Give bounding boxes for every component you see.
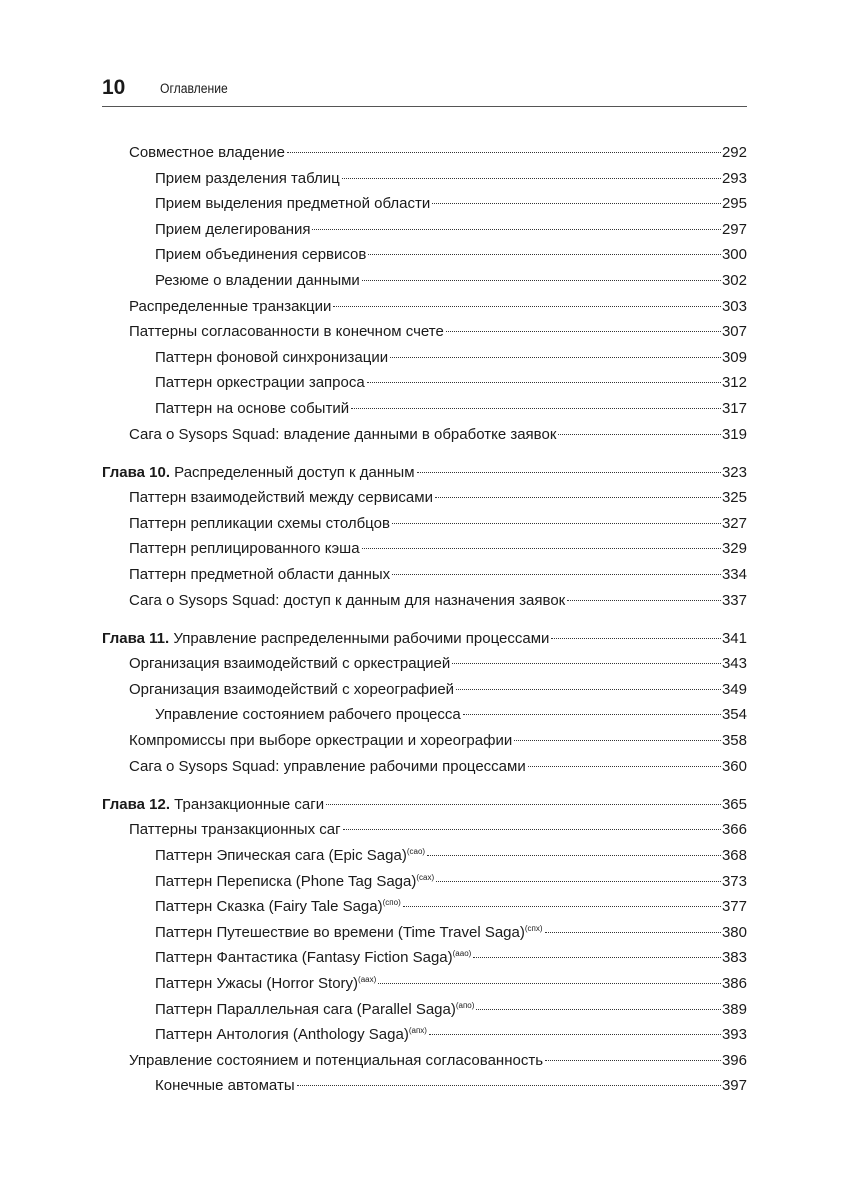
entry-text: Управление состоянием рабочего процесса	[155, 706, 461, 724]
toc-entry[interactable]	[102, 422, 747, 448]
toc-entry-title	[129, 562, 390, 588]
entry-text: Распределенные транзакции	[129, 297, 332, 315]
entry-text: Паттерн Путешествие во времени (Time Travel Saga)	[155, 923, 525, 941]
toc-page-number: 383	[721, 949, 747, 967]
toc-page-number: 303	[721, 297, 747, 315]
toc-page-number: 365	[721, 795, 747, 813]
toc-page-number: 358	[721, 732, 747, 750]
dot-leader	[514, 740, 721, 741]
entry-text: Прием разделения таблиц	[155, 169, 340, 187]
dot-leader	[427, 855, 721, 856]
toc-entry-title	[155, 894, 401, 920]
pattern-code-superscript: (аао)	[452, 949, 472, 959]
toc-entry-title	[129, 588, 565, 614]
entry-text: Управление распределенными рабочими процессами	[169, 629, 550, 647]
toc-entry[interactable]	[102, 588, 747, 614]
entry-text: Сага о Sysops Squad: управление рабочими процессами	[129, 757, 526, 775]
pattern-code-superscript: (аах)	[358, 974, 377, 984]
dot-leader	[287, 152, 721, 153]
pattern-code-superscript: (сах)	[416, 872, 435, 882]
dot-leader	[452, 663, 721, 664]
toc-entry[interactable]	[102, 754, 747, 780]
toc-entry-title	[129, 1048, 543, 1074]
dot-leader	[551, 638, 721, 639]
toc-page-number: 397	[721, 1077, 747, 1095]
toc-entry[interactable]	[102, 1073, 747, 1099]
toc-page-number: 360	[721, 757, 747, 775]
toc-entry-title	[129, 754, 526, 780]
entry-text: Паттерн взаимодействий между сервисами	[129, 489, 433, 507]
entry-text: Паттерн Фантастика (Fantasy Fiction Saga)	[155, 949, 453, 967]
toc-entry-title	[129, 319, 444, 345]
toc-entry-title	[155, 191, 430, 217]
dot-leader	[558, 434, 721, 435]
toc-page-number: 386	[721, 974, 747, 992]
dot-leader	[545, 932, 721, 933]
running-title: Оглавление	[160, 81, 228, 96]
dot-leader	[333, 306, 721, 307]
toc-entry-title	[155, 702, 461, 728]
toc-entry[interactable]	[102, 242, 747, 268]
toc-entry-title	[129, 728, 512, 754]
toc-entry-title	[155, 370, 365, 396]
toc-entry[interactable]	[102, 140, 747, 166]
toc-page-number: 327	[721, 514, 747, 532]
toc-entry-title	[155, 945, 471, 971]
toc-entry-title	[129, 140, 285, 166]
entry-text: Транзакционные саги	[170, 795, 325, 813]
dot-leader	[297, 1085, 721, 1086]
toc-entry[interactable]	[102, 217, 747, 243]
toc-entry-title	[129, 422, 556, 448]
dot-leader	[417, 472, 721, 473]
entry-text: Организация взаимодействий с оркестрацией	[129, 655, 451, 673]
dot-leader	[312, 229, 720, 230]
toc-entry[interactable]	[102, 166, 747, 192]
toc-entry-title	[155, 345, 388, 371]
toc-page-number: 354	[721, 706, 747, 724]
dot-leader	[476, 1009, 721, 1010]
toc-entry[interactable]	[102, 511, 747, 537]
toc-page-number: 297	[721, 220, 747, 238]
toc-entry-title	[129, 485, 433, 511]
toc-entry-title	[155, 396, 349, 422]
chapter-label: Глава 11.	[102, 629, 170, 647]
dot-leader	[567, 600, 721, 601]
entry-text: Паттерны согласованности в конечном счете	[129, 323, 444, 341]
dot-leader	[392, 574, 721, 575]
dot-leader	[463, 714, 721, 715]
toc-page-number: 377	[721, 898, 747, 916]
entry-text: Паттерн реплицированного кэша	[129, 540, 360, 558]
toc-entry-title	[102, 792, 324, 818]
table-of-contents	[102, 140, 747, 1111]
entry-text: Паттерн Параллельная сага (Parallel Saga)	[155, 1000, 456, 1018]
entry-text: Паттерн на основе событий	[155, 399, 350, 417]
toc-entry[interactable]	[102, 319, 747, 345]
entry-text: Паттерн оркестрации запроса	[155, 374, 365, 392]
toc-entry-title	[155, 1073, 295, 1099]
dot-leader	[429, 1034, 721, 1035]
toc-entry[interactable]	[102, 869, 747, 895]
pattern-code-superscript: (спх)	[524, 923, 543, 933]
toc-entry-title	[155, 920, 543, 946]
toc-entry[interactable]	[102, 677, 747, 703]
pattern-code-superscript: (спо)	[382, 898, 401, 908]
toc-page-number: 319	[721, 425, 747, 443]
dot-leader	[545, 1060, 721, 1061]
toc-page-number: 393	[721, 1026, 747, 1044]
entry-text: Совместное владение	[129, 144, 285, 161]
page-number: 10	[102, 76, 126, 99]
toc-entry[interactable]	[102, 920, 747, 946]
dot-leader	[403, 906, 721, 907]
toc-page-number: 396	[721, 1051, 747, 1069]
toc-entry[interactable]	[102, 1048, 747, 1074]
dot-leader	[528, 766, 721, 767]
toc-section	[102, 626, 747, 780]
entry-text: Паттерн Сказка (Fairy Tale Saga)	[155, 898, 383, 916]
dot-leader	[446, 331, 721, 332]
toc-section	[102, 140, 747, 447]
toc-entry-title	[155, 166, 340, 192]
toc-page-number: 334	[721, 566, 747, 583]
chapter-label: Глава 10.	[102, 463, 171, 481]
toc-entry[interactable]	[102, 485, 747, 511]
toc-chapter-entry[interactable]	[102, 626, 747, 652]
dot-leader	[342, 178, 721, 179]
dot-leader	[378, 983, 721, 984]
toc-page-number: 341	[721, 629, 747, 647]
dot-leader	[435, 497, 721, 498]
dot-leader	[343, 829, 721, 830]
toc-page-number: 343	[721, 655, 747, 673]
toc-entry[interactable]	[102, 268, 747, 294]
toc-entry-title	[155, 869, 434, 895]
toc-entry[interactable]	[102, 536, 747, 562]
toc-entry-title	[129, 677, 454, 703]
toc-entry[interactable]	[102, 1022, 747, 1048]
toc-entry-title	[102, 626, 549, 652]
entry-text: Управление состоянием и потенциальная согласованность	[129, 1051, 544, 1069]
toc-entry[interactable]	[102, 843, 747, 869]
dot-leader	[326, 804, 721, 805]
toc-entry[interactable]	[102, 997, 747, 1023]
toc-entry[interactable]	[102, 396, 747, 422]
toc-entry-title	[102, 460, 415, 486]
dot-leader	[368, 254, 721, 255]
dot-leader	[390, 357, 721, 358]
toc-page-number: 292	[721, 144, 747, 161]
toc-entry-title	[155, 268, 360, 294]
toc-entry[interactable]	[102, 817, 747, 843]
entry-text: Прием выделения предметной области	[155, 195, 431, 213]
toc-entry-title	[129, 651, 450, 677]
toc-page-number: 389	[721, 1000, 747, 1018]
toc-page-number: 307	[721, 323, 747, 341]
dot-leader	[367, 382, 721, 383]
dot-leader	[432, 203, 721, 204]
dot-leader	[436, 881, 721, 882]
dot-leader	[456, 689, 721, 690]
toc-page-number: 309	[721, 348, 747, 366]
toc-entry[interactable]	[102, 945, 747, 971]
toc-page-number: 295	[721, 195, 747, 213]
toc-entry[interactable]	[102, 345, 747, 371]
entry-text: Прием делегирования	[155, 220, 311, 238]
entry-text: Конечные автоматы	[155, 1077, 295, 1095]
toc-entry[interactable]	[102, 294, 747, 320]
entry-text: Паттерн Антология (Anthology Saga)	[155, 1026, 409, 1044]
toc-entry[interactable]	[102, 702, 747, 728]
toc-entry-title	[129, 511, 390, 537]
toc-page-number: 325	[721, 489, 747, 507]
toc-page-number: 380	[721, 923, 747, 941]
toc-entry-title	[155, 843, 425, 869]
toc-entry-title	[155, 971, 376, 997]
toc-page-number: 349	[721, 680, 747, 698]
pattern-code-superscript: (апо)	[455, 1000, 475, 1010]
pattern-code-superscript: (апх)	[408, 1026, 427, 1036]
entry-text: Паттерн фоновой синхронизации	[155, 348, 389, 366]
dot-leader	[351, 408, 721, 409]
dot-leader	[473, 957, 721, 958]
toc-page-number: 366	[721, 821, 747, 839]
entry-text: Паттерн Переписка (Phone Tag Saga)	[155, 872, 417, 890]
toc-entry[interactable]	[102, 370, 747, 396]
entry-text: Паттерн Эпическая сага (Epic Saga)	[155, 846, 407, 864]
toc-page-number: 312	[721, 374, 747, 392]
toc-entry[interactable]	[102, 971, 747, 997]
entry-text: Паттерн предметной области данных	[129, 566, 391, 583]
entry-text: Прием объединения сервисов	[155, 246, 367, 264]
toc-page-number: 337	[721, 591, 747, 609]
toc-section	[102, 792, 747, 1099]
toc-entry-title	[129, 294, 331, 320]
entry-text: Сага о Sysops Squad: владение данными в обработке заявок	[129, 425, 557, 443]
entry-text: Паттерн Ужасы (Horror Story)	[155, 974, 359, 992]
toc-page-number: 368	[721, 846, 747, 864]
toc-entry-title	[155, 997, 474, 1023]
dot-leader	[362, 280, 721, 281]
toc-entry[interactable]	[102, 651, 747, 677]
page-header	[102, 72, 747, 107]
toc-entry-title	[155, 1022, 427, 1048]
toc-entry[interactable]	[102, 562, 747, 588]
entry-text: Паттерны транзакционных саг	[129, 821, 341, 839]
toc-chapter-entry[interactable]	[102, 460, 747, 486]
toc-entry[interactable]	[102, 191, 747, 217]
entry-text: Распределенный доступ к данным	[170, 463, 415, 481]
toc-page-number: 323	[721, 463, 747, 481]
chapter-label: Глава 12.	[102, 795, 171, 813]
toc-entry-title	[155, 217, 310, 243]
toc-page-number: 317	[721, 399, 747, 417]
toc-page-number: 329	[721, 540, 747, 558]
dot-leader	[362, 548, 721, 549]
toc-chapter-entry[interactable]	[102, 792, 747, 818]
toc-entry-title	[129, 817, 341, 843]
pattern-code-superscript: (сао)	[406, 846, 426, 856]
toc-entry-title	[155, 242, 366, 268]
toc-entry-title	[129, 536, 360, 562]
toc-page-number: 300	[721, 246, 747, 264]
entry-text: Сага о Sysops Squad: доступ к данным для назначения заявок	[129, 591, 566, 609]
toc-page-number: 302	[721, 271, 747, 289]
toc-page-number: 373	[721, 872, 747, 890]
entry-text: Резюме о владении данными	[155, 271, 360, 289]
toc-section	[102, 460, 747, 614]
toc-entry[interactable]	[102, 728, 747, 754]
entry-text: Компромиссы при выборе оркестрации и хореографии	[129, 732, 513, 750]
toc-page-number: 293	[721, 169, 747, 187]
toc-entry[interactable]	[102, 894, 747, 920]
entry-text: Организация взаимодействий с хореографией	[129, 680, 455, 698]
dot-leader	[392, 523, 721, 524]
entry-text: Паттерн репликации схемы столбцов	[129, 514, 390, 532]
